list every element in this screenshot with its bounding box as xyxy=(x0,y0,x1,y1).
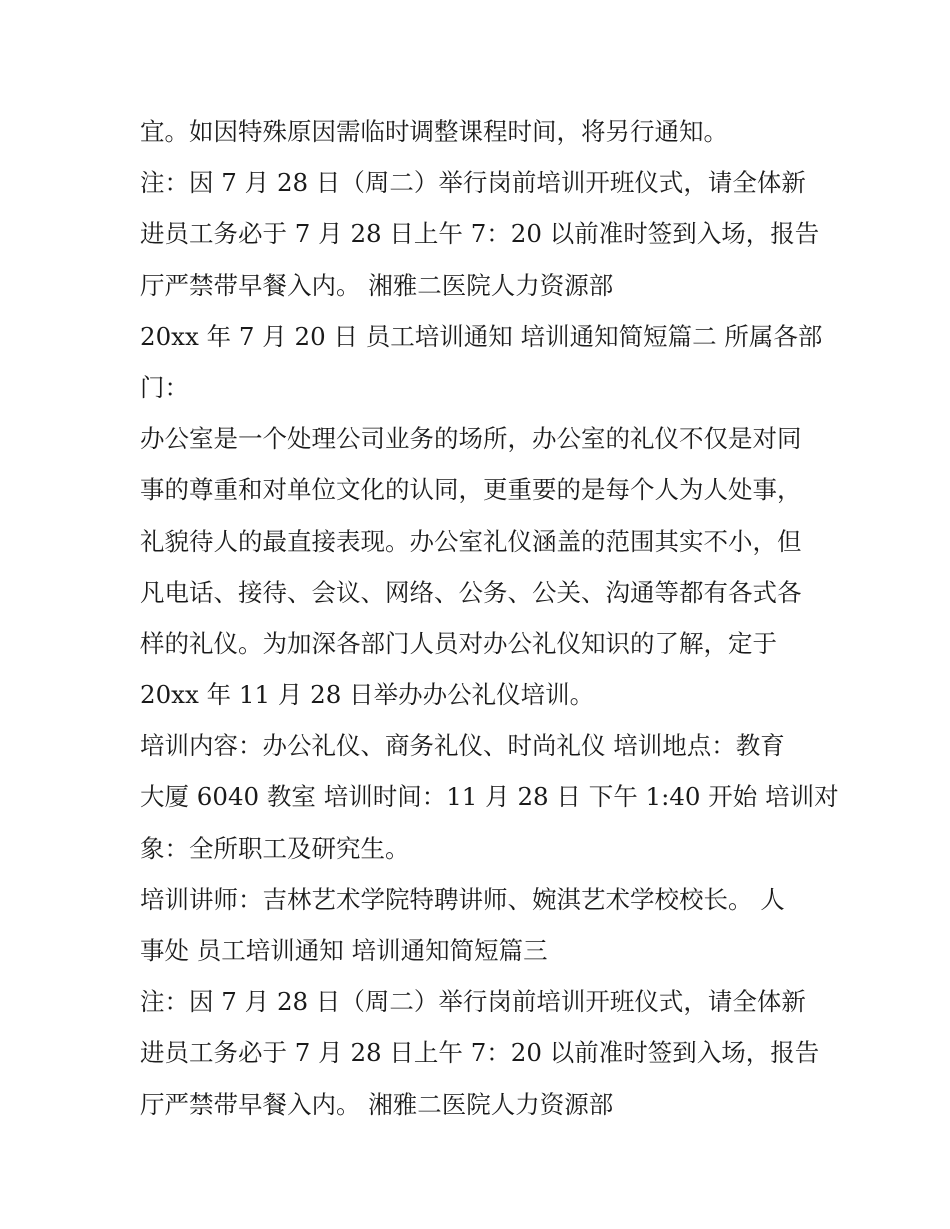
text-line: 凡电话、接待、会议、网络、公务、公关、沟通等都有各式各 xyxy=(140,577,802,607)
text-line: 20xx 年 11 月 28 日举办办公礼仪培训。 xyxy=(140,680,595,710)
text-line: 办公室是一个处理公司业务的场所，办公室的礼仪不仅是对同 xyxy=(140,424,802,454)
text-line: 事处 员工培训通知 培训通知简短篇三 xyxy=(140,936,548,965)
text-line: 厅严禁带早餐入内。 湘雅二医院人力资源部 xyxy=(140,1089,614,1119)
text-line: 样的礼仪。为加深各部门人员对办公礼仪知识的了解，定于 xyxy=(140,628,777,658)
text-line: 礼貌待人的最直接表现。办公室礼仪涵盖的范围其实不小，但 xyxy=(140,526,802,556)
text-line: 培训讲师：吉林艺术学院特聘讲师、婉淇艺术学校校长。 人 xyxy=(140,884,785,914)
text-line: 注：因 7 月 28 日（周二）举行岗前培训开班仪式，请全体新 xyxy=(140,987,806,1017)
text-line: 象：全所职工及研究生。 xyxy=(140,833,410,863)
text-line: 注：因 7 月 28 日（周二）举行岗前培训开班仪式，请全体新 xyxy=(140,168,806,198)
text-line: 宜。如因特殊原因需临时调整课程时间，将另行通知。 xyxy=(140,117,728,146)
document-body xyxy=(140,106,839,1130)
text-line: 厅严禁带早餐入内。 湘雅二医院人力资源部 xyxy=(140,270,614,300)
text-line: 事的尊重和对单位文化的认同，更重要的是每个人为人处事， xyxy=(140,475,802,505)
text-line: 进员工务必于 7 月 28 日上午 7：20 以前准时签到入场，报告 xyxy=(140,219,820,249)
text-line: 培训内容：办公礼仪、商务礼仪、时尚礼仪 培训地点：教育 xyxy=(140,731,785,761)
text-line: 进员工务必于 7 月 28 日上午 7：20 以前准时签到入场，报告 xyxy=(140,1038,820,1068)
text-line: 门： xyxy=(140,372,189,402)
text-line: 大厦 6040 教室 培训时间：11 月 28 日 下午 1:40 开始 培训对 xyxy=(140,782,839,812)
text-line: 20xx 年 7 月 20 日 员工培训通知 培训通知简短篇二 所属各部 xyxy=(140,321,823,351)
